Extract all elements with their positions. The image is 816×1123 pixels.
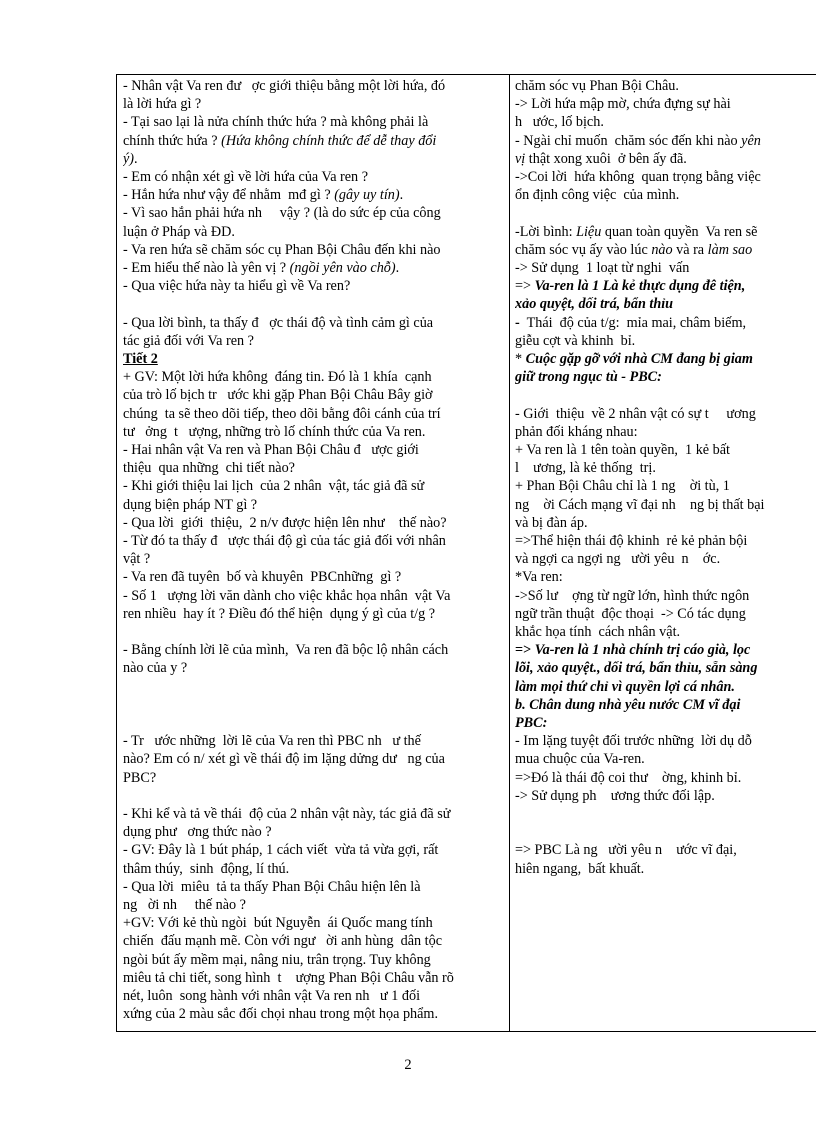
text-line: - Số 1 ượng lời văn dành cho việc khắc họa nhân vật Va bbox=[123, 587, 451, 604]
text-line bbox=[515, 295, 816, 313]
blank-line bbox=[123, 696, 505, 714]
text-run: . bbox=[134, 150, 138, 167]
text-run: - bbox=[515, 314, 520, 331]
text-run: giữ trong ngục tù - PBC: bbox=[515, 369, 662, 386]
text-line: ->Coi lời hứa không quan trọng bằng việc bbox=[515, 169, 761, 186]
text-run: chính thức hứa ? bbox=[123, 132, 222, 149]
text-line: => PBC Là ng ười yêu n ước vĩ đại, bbox=[515, 842, 737, 859]
text-run: -Lời bình: bbox=[515, 223, 577, 240]
text-line: + Phan Bội Châu chỉ là 1 ng ời tù, 1 bbox=[515, 478, 730, 495]
text-line: vật ? bbox=[123, 551, 151, 568]
text-line: giễu cợt và khinh bỉ. bbox=[515, 332, 636, 349]
text-run: và ra bbox=[672, 241, 708, 258]
blank-line bbox=[515, 204, 816, 222]
text-line: dụng phư ơng thức nào ? bbox=[123, 824, 272, 841]
text-line bbox=[123, 259, 505, 277]
text-run: chăm sóc vụ ấy vào lúc bbox=[515, 241, 652, 258]
text-line: miêu tả chi tiết, song hình t ượng Phan Bội Châu vẫn rõ bbox=[123, 969, 454, 986]
blank-line bbox=[123, 787, 505, 805]
text-run: quan toàn quyền Va ren sẽ bbox=[601, 223, 758, 240]
text-run: - Em hiểu thế nào là yên vị ? bbox=[123, 260, 290, 277]
text-run: làm sao bbox=[707, 241, 753, 258]
text-line bbox=[515, 368, 816, 386]
text-line: ngữ trần thuật độc thoại -> Có tác dụng bbox=[515, 605, 746, 622]
text-line: - Tại sao lại là nửa chính thức hứa ? mà không phải là bbox=[123, 114, 429, 131]
text-line: thiệu qua những chi tiết nào? bbox=[123, 460, 295, 477]
text-line bbox=[515, 132, 816, 150]
text-line: tư ởng t ượng, những trò lố chính thức của Va ren. bbox=[123, 423, 426, 440]
text-line: thâm thúy, sinh động, lí thú. bbox=[123, 860, 290, 877]
text-line: =>Thể hiện thái độ khinh rẻ kẻ phản bội bbox=[515, 533, 748, 550]
text-line: - Vì sao hắn phải hứa nh vậy ? (là do sức ép của công bbox=[123, 205, 441, 222]
text-line: chúng ta sẽ theo dõi tiếp, theo dõi bằng đôi cánh của trí bbox=[123, 405, 441, 422]
text-line bbox=[515, 659, 816, 677]
text-run: => bbox=[515, 642, 535, 659]
text-line: +GV: Với kẻ thù ngòi bút Nguyễn ái Quốc mang tính bbox=[123, 915, 433, 932]
text-line: nét, luôn song hành với nhân vật Va ren nh ư 1 đối bbox=[123, 988, 421, 1005]
text-line: - Va ren đã tuyên bố và khuyên PBCnhững gì ? bbox=[123, 569, 402, 586]
text-line: h ước, lố bịch. bbox=[515, 114, 604, 131]
blank-line bbox=[515, 805, 816, 823]
blank-line bbox=[515, 823, 816, 841]
text-run: => bbox=[515, 278, 535, 295]
text-line: - Nhân vật Va ren đư ợc giới thiệu bằng một lời hứa, đó bbox=[123, 78, 446, 94]
text-line: - Qua lời miêu tả ta thấy Phan Bội Châu hiện lên là bbox=[123, 878, 421, 895]
text-line: - GV: Đây là 1 bút pháp, 1 cách viết vừa tả vừa gợi, rất bbox=[123, 842, 439, 859]
text-line: chiến đấu mạnh mẽ. Còn với ngư ời anh hùng dân tộc bbox=[123, 933, 442, 950]
text-line: + GV: Một lời hứa không đáng tin. Đó là 1 khía cạnh bbox=[123, 369, 432, 386]
text-line: dụng biện pháp NT gì ? bbox=[123, 496, 258, 513]
text-line bbox=[515, 678, 816, 696]
text-line: là lời hứa gì ? bbox=[123, 96, 202, 113]
text-run: - Ngài chỉ muốn chăm sóc đến khi nào bbox=[515, 132, 742, 149]
text-line: mua chuộc của Va-ren. bbox=[515, 751, 645, 768]
lesson-table bbox=[116, 74, 816, 1032]
text-line bbox=[515, 150, 816, 168]
page-number: 2 bbox=[404, 1057, 412, 1073]
text-line: xứng của 2 màu sắc đối chọi nhau trong một họa phẩm. bbox=[123, 1006, 439, 1023]
text-line: - Khi giới thiệu lai lịch của 2 nhân vật, tác giả đã sử bbox=[123, 478, 425, 495]
text-line: khắc họa tính cách nhân vật. bbox=[515, 624, 681, 641]
questions-column bbox=[117, 75, 510, 1031]
text-line: ngòi bút ấy mềm mại, nâng niu, trân trọng. Tuy không bbox=[123, 951, 431, 968]
text-run: - Hắn hứa như vậy để nhằm mđ gì ? bbox=[123, 187, 335, 204]
text-line: nào của y ? bbox=[123, 660, 188, 677]
blank-line bbox=[123, 678, 505, 696]
text-line: =>Đó là thái độ coi thư ờng, khinh bỉ. bbox=[515, 769, 742, 786]
text-line bbox=[515, 241, 816, 259]
text-run: Liệu bbox=[576, 223, 602, 240]
text-line bbox=[515, 314, 816, 332]
text-run: (ngồi yên vào chỗ) bbox=[289, 260, 396, 277]
text-line: ->Số lư ợng từ ngữ lớn, hình thức ngôn bbox=[515, 587, 750, 604]
text-line: chăm sóc vụ Phan Bội Châu. bbox=[515, 78, 679, 94]
text-line bbox=[123, 150, 505, 168]
text-run: Thái độ của t/g: mỉa mai, châm biếm, bbox=[519, 314, 747, 331]
text-line: luận ở Pháp và ĐD. bbox=[123, 223, 235, 240]
text-line: -> Sử dụng ph ương thức đối lập. bbox=[515, 787, 715, 804]
text-run: ý) bbox=[123, 150, 135, 167]
text-run: vị bbox=[515, 150, 526, 167]
text-line: *Va ren: bbox=[515, 569, 563, 586]
text-line: - Hai nhân vật Va ren và Phan Bội Châu đ ược giới bbox=[123, 442, 419, 459]
text-line: - Va ren hứa sẽ chăm sóc cụ Phan Bội Châu đến khi nào bbox=[123, 241, 441, 258]
text-line: - Im lặng tuyệt đối trước những lời dụ dỗ bbox=[515, 733, 752, 750]
text-line: PBC? bbox=[123, 769, 157, 786]
text-line bbox=[515, 277, 816, 295]
text-line: - Giới thiệu về 2 nhân vật có sự t ương bbox=[515, 405, 756, 422]
text-run: nào bbox=[651, 241, 673, 258]
text-line: + Va ren là 1 tên toàn quyền, 1 kẻ bất bbox=[515, 442, 730, 459]
text-line: - Qua việc hứa này ta hiểu gì về Va ren? bbox=[123, 278, 351, 295]
text-line: của trò lố bịch tr ước khi gặp Phan Bội Châu Bây giờ bbox=[123, 387, 433, 404]
text-run: thật xong xuôi ở bên ấy đã. bbox=[525, 150, 687, 167]
text-run: yên bbox=[741, 132, 761, 149]
text-line: ren nhiều hay ít ? Điều đó thể hiện dụng ý gì của t/g ? bbox=[123, 605, 436, 622]
text-line: ng ời Cách mạng vĩ đại nh ng bị thất bại bbox=[515, 496, 765, 513]
text-run: (gây uy tín) bbox=[334, 187, 400, 204]
text-line: nào? Em có n/ xét gì về thái độ im lặng dửng dư ng của bbox=[123, 751, 445, 768]
text-run: PBC: bbox=[515, 715, 548, 732]
text-line bbox=[123, 132, 505, 150]
text-run: (Hứa không chính thức để dễ thay đổi bbox=[221, 132, 437, 149]
blank-line bbox=[515, 386, 816, 404]
text-run: làm mọi thứ chỉ vì quyền lợi cá nhân. bbox=[515, 678, 735, 695]
text-line bbox=[515, 223, 816, 241]
text-line: ổn định công việc của mình. bbox=[515, 187, 680, 204]
text-line: - Qua lời giới thiệu, 2 n/v được hiện lên như thế nào? bbox=[123, 514, 447, 531]
text-run: Va-ren là 1 nhà chính trị cáo già, lọc bbox=[534, 642, 751, 659]
text-line: phản đối kháng nhau: bbox=[515, 423, 638, 440]
text-line: và ngợi ca ngợi ng ười yêu n ớc. bbox=[515, 551, 721, 568]
text-line: - Em có nhận xét gì về lời hứa của Va ren ? bbox=[123, 169, 368, 186]
text-run: xảo quyệt, dối trá, bẩn thỉu bbox=[515, 296, 674, 313]
text-run: Tiết 2 bbox=[123, 351, 158, 368]
text-line bbox=[123, 186, 505, 204]
text-line: hiên ngang, bất khuất. bbox=[515, 860, 645, 877]
text-line: -> Lời hứa mập mờ, chứa đựng sự hài bbox=[515, 96, 731, 113]
text-line bbox=[515, 696, 816, 714]
text-line: - Qua lời bình, ta thấy đ ợc thái độ và tình cảm gì của bbox=[123, 314, 434, 331]
text-line bbox=[515, 714, 816, 732]
text-line: - Khi kể và tả về thái độ của 2 nhân vật này, tác giả đã sử bbox=[123, 806, 451, 823]
text-run: lõi, xảo quyệt., dối trá, bẩn thỉu, sẵn sàng bbox=[515, 660, 758, 677]
text-run: Cuộc gặp gỡ với nhà CM đang bị giam bbox=[525, 351, 753, 368]
answers-column bbox=[510, 75, 816, 1031]
text-line: - Từ đó ta thấy đ ược thái độ gì của tác giả đối với nhân bbox=[123, 533, 446, 550]
text-line: - Tr ước những lời lẽ của Va ren thì PBC nh ư thế bbox=[123, 733, 421, 750]
text-run: b. Chân dung nhà yêu nước CM vĩ đại bbox=[515, 696, 741, 713]
text-line: tác giả đối với Va ren ? bbox=[123, 332, 254, 349]
text-line bbox=[515, 350, 816, 368]
blank-line bbox=[123, 295, 505, 313]
text-run: Va-ren là 1 Là kẻ thực dụng đê tiện, bbox=[534, 278, 746, 295]
blank-line bbox=[123, 714, 505, 732]
text-line: ng ời nh thế nào ? bbox=[123, 897, 246, 914]
text-line: -> Sử dụng 1 loạt từ nghi vấn bbox=[515, 260, 690, 277]
text-line bbox=[123, 350, 505, 368]
text-run: * bbox=[515, 351, 526, 368]
text-line: và bị đàn áp. bbox=[515, 514, 588, 531]
blank-line bbox=[123, 623, 505, 641]
text-line: - Bằng chính lời lẽ của mình, Va ren đã bộc lộ nhân cách bbox=[123, 642, 449, 659]
text-line: l ương, là kẻ thống trị. bbox=[515, 460, 656, 477]
text-run: . bbox=[395, 260, 400, 277]
text-line bbox=[515, 641, 816, 659]
text-run: . bbox=[399, 187, 404, 204]
